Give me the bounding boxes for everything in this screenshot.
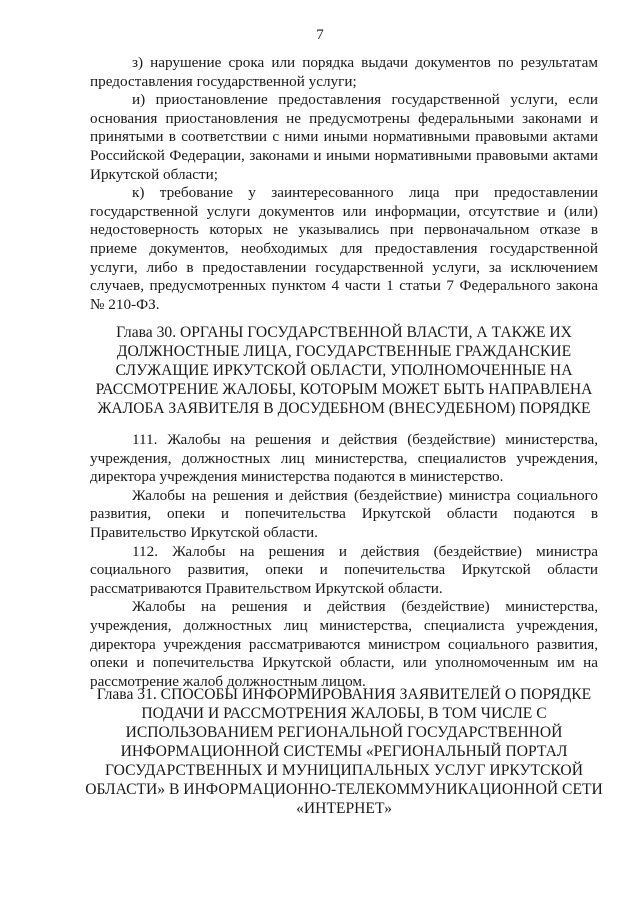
list-item-i: и) приостановление предоставления государственной услуги, если основания приостановления не предусмотрены федеральными законами и принятыми в соответствии с ними иными нормативными правовыми актами Российской Федерации, законами и иными нормативными правовыми актами Иркутской области; xyxy=(90,91,598,183)
list-items-block xyxy=(90,54,598,314)
page-number: 7 xyxy=(316,27,324,43)
paragraph-111: 111. Жалобы на решения и действия (бездействие) министерства, учреждения, должностных лиц министерства, специалистов учреждения, директора учреждения министерства подаются в министерство. xyxy=(90,431,598,486)
list-item-k: к) требование у заинтересованного лица при предоставлении государственной услуги документов или информации, отсутствие и (или) недостоверность которых не указывались при первоначальном отказе в приеме документов, необходимых для предоставления государственной услуги, либо в предоставлении государственной услуги, за исключением случаев, предусмотренных пунктом 4 части 1 статьи 7 Федерального закона № 210-ФЗ. xyxy=(90,184,598,313)
list-item-z: з) нарушение срока или порядка выдачи документов по результатам предоставления государственной услуги; xyxy=(90,54,598,90)
chapter-31-heading: Глава 31. СПОСОБЫ ИНФОРМИРОВАНИЯ ЗАЯВИТЕЛЕЙ О ПОРЯДКЕ ПОДАЧИ И РАССМОТРЕНИЯ ЖАЛОБЫ, В ТОМ ЧИСЛЕ С ИСПОЛЬЗОВАНИЕМ РЕГИОНАЛЬНОЙ ГОСУДАРСТВЕННОЙ ИНФОРМАЦИОННОЙ СИСТЕМЫ «РЕГИОНАЛЬНЫЙ ПОРТАЛ ГОСУДАРСТВЕННЫХ И МУНИЦИПАЛЬНЫХ УСЛУГ ИРКУТСКОЙ ОБЛАСТИ» В ИНФОРМАЦИОННО-ТЕЛЕКОММУНИКАЦИОННОЙ СЕТИ «ИНТЕРНЕТ» xyxy=(85,686,603,817)
chapter-30-body xyxy=(90,431,598,691)
paragraph-111-second: Жалобы на решения и действия (бездействие) министра социального развития, опеки и попечительства Иркутской области подаются в Правительство Иркутской области. xyxy=(90,486,598,541)
paragraph-112: 112. Жалобы на решения и действия (бездействие) министра социального развития, опеки и попечительства Иркутской области рассматриваются Правительством Иркутской области. xyxy=(90,542,598,597)
paragraph-112-second: Жалобы на решения и действия (бездействие) министерства, учреждения, должностных лиц министерства, специалиста учреждения, директора учреждения рассматриваются министром социального развития, опеки и попечительства Иркутской области, или уполномоченным им на рассмотрение жалоб должностным лицом. xyxy=(90,598,598,690)
chapter-30-heading: Глава 30. ОРГАНЫ ГОСУДАРСТВЕННОЙ ВЛАСТИ, А ТАКЖЕ ИХ ДОЛЖНОСТНЫЕ ЛИЦА, ГОСУДАРСТВЕННЫЕ ГРАЖДАНСКИЕ СЛУЖАЩИЕ ИРКУТСКОЙ ОБЛАСТИ, УПОЛНОМОЧЕННЫЕ НА РАССМОТРЕНИЕ ЖАЛОБЫ, КОТОРЫМ МОЖЕТ БЫТЬ НАПРАВЛЕНА ЖАЛОБА ЗАЯВИТЕЛЯ В ДОСУДЕБНОМ (ВНЕСУДЕБНОМ) ПОРЯДКЕ xyxy=(95,324,593,417)
